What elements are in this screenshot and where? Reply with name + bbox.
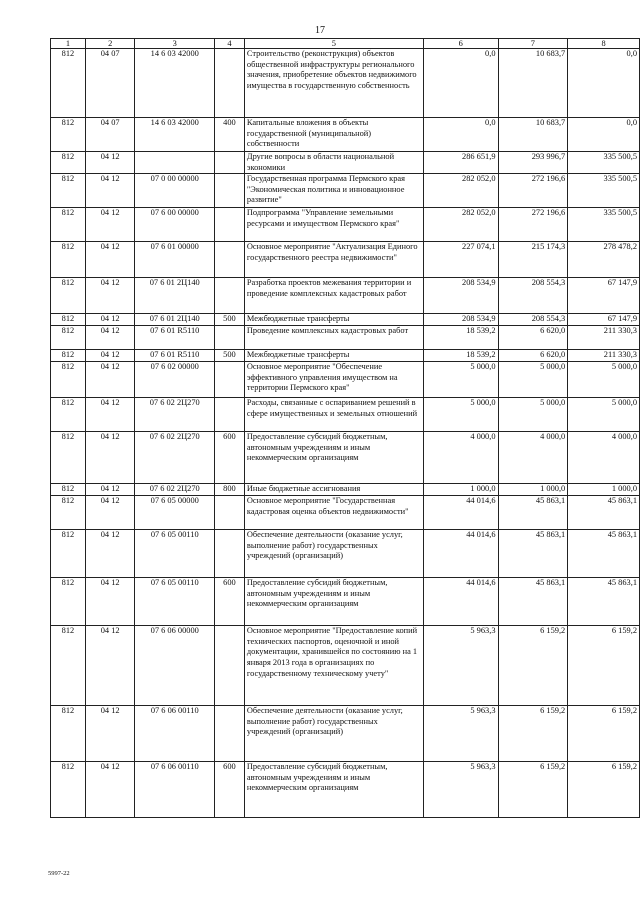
cell-amount-1: 5 963,3 (423, 626, 498, 706)
cell-amount-3: 6 159,2 (568, 706, 640, 762)
cell-amount-1: 44 014,6 (423, 496, 498, 530)
table-row (51, 496, 640, 530)
table-row (51, 174, 640, 208)
cell-amount-3: 211 330,3 (568, 350, 640, 362)
cell-amount-1: 282 052,0 (423, 208, 498, 242)
header-cell: 1 (51, 39, 86, 49)
cell-section: 04 12 (85, 578, 135, 626)
cell-description: Государственная программа Пермского края "Экономическая политика и инновационное развитие" (244, 174, 423, 208)
cell-amount-2: 1 000,0 (498, 484, 568, 496)
cell-description: Межбюджетные трансферты (244, 314, 423, 326)
cell-code-admin: 812 (51, 484, 86, 496)
cell-target-article: 07 6 06 00110 (135, 706, 215, 762)
table-row (51, 530, 640, 578)
table-row (51, 398, 640, 432)
cell-amount-2: 272 196,6 (498, 208, 568, 242)
cell-amount-1: 4 000,0 (423, 432, 498, 484)
table-row (51, 362, 640, 398)
cell-code-admin: 812 (51, 496, 86, 530)
cell-code-admin: 812 (51, 578, 86, 626)
cell-amount-2: 6 620,0 (498, 350, 568, 362)
cell-target-article: 07 6 01 00000 (135, 242, 215, 278)
cell-section: 04 12 (85, 530, 135, 578)
cell-expense-type: 500 (215, 314, 245, 326)
cell-code-admin: 812 (51, 326, 86, 350)
cell-amount-2: 4 000,0 (498, 432, 568, 484)
cell-section: 04 12 (85, 626, 135, 706)
cell-amount-3: 0,0 (568, 118, 640, 152)
cell-amount-1: 286 651,9 (423, 152, 498, 174)
cell-description: Обеспечение деятельности (оказание услуг, выполнение работ) государственных учреждений (организаций) (244, 706, 423, 762)
cell-target-article: 07 6 00 00000 (135, 208, 215, 242)
cell-amount-2: 215 174,3 (498, 242, 568, 278)
cell-section: 04 12 (85, 152, 135, 174)
cell-code-admin: 812 (51, 626, 86, 706)
cell-amount-2: 6 159,2 (498, 626, 568, 706)
cell-code-admin: 812 (51, 208, 86, 242)
table-row (51, 762, 640, 818)
cell-amount-1: 44 014,6 (423, 530, 498, 578)
cell-code-admin: 812 (51, 242, 86, 278)
cell-section: 04 07 (85, 49, 135, 118)
cell-code-admin: 812 (51, 706, 86, 762)
table-row (51, 578, 640, 626)
cell-code-admin: 812 (51, 314, 86, 326)
cell-amount-3: 67 147,9 (568, 314, 640, 326)
cell-description: Расходы, связанные с оспариванием решений в сфере имущественных и земельных отношений (244, 398, 423, 432)
cell-description: Межбюджетные трансферты (244, 350, 423, 362)
cell-target-article: 07 6 06 00110 (135, 762, 215, 818)
cell-description: Другие вопросы в области национальной экономики (244, 152, 423, 174)
cell-target-article: 07 6 01 R5110 (135, 350, 215, 362)
cell-amount-2: 272 196,6 (498, 174, 568, 208)
cell-amount-1: 18 539,2 (423, 350, 498, 362)
cell-amount-1: 0,0 (423, 118, 498, 152)
cell-expense-type (215, 242, 245, 278)
cell-section: 04 12 (85, 314, 135, 326)
cell-amount-2: 10 683,7 (498, 49, 568, 118)
budget-table (50, 38, 640, 818)
page-number: 17 (315, 25, 325, 36)
cell-expense-type (215, 398, 245, 432)
cell-amount-1: 0,0 (423, 49, 498, 118)
cell-expense-type (215, 362, 245, 398)
cell-amount-3: 335 500,5 (568, 174, 640, 208)
header-cell: 7 (498, 39, 568, 49)
cell-target-article: 14 6 03 42000 (135, 49, 215, 118)
cell-description: Капитальные вложения в объекты государственной (муниципальной) собственности (244, 118, 423, 152)
cell-description: Основное мероприятие "Актуализация Единого государственного реестра недвижимости" (244, 242, 423, 278)
table-row (51, 118, 640, 152)
header-cell: 3 (135, 39, 215, 49)
cell-description: Разработка проектов межевания территории и проведение комплексных кадастровых работ (244, 278, 423, 314)
cell-code-admin: 812 (51, 174, 86, 208)
table-row (51, 208, 640, 242)
table-row (51, 242, 640, 278)
cell-code-admin: 812 (51, 432, 86, 484)
cell-expense-type: 800 (215, 484, 245, 496)
cell-amount-3: 335 500,5 (568, 208, 640, 242)
header-cell: 5 (244, 39, 423, 49)
cell-section: 04 12 (85, 242, 135, 278)
cell-code-admin: 812 (51, 398, 86, 432)
table-row (51, 152, 640, 174)
cell-target-article: 07 6 05 00110 (135, 578, 215, 626)
cell-expense-type (215, 706, 245, 762)
cell-code-admin: 812 (51, 49, 86, 118)
cell-amount-2: 6 159,2 (498, 762, 568, 818)
cell-section: 04 12 (85, 398, 135, 432)
cell-description: Предоставление субсидий бюджетным, автономным учреждениям и иным некоммерческим организациям (244, 578, 423, 626)
cell-code-admin: 812 (51, 350, 86, 362)
cell-expense-type (215, 530, 245, 578)
cell-section: 04 12 (85, 762, 135, 818)
cell-code-admin: 812 (51, 530, 86, 578)
cell-amount-1: 208 534,9 (423, 278, 498, 314)
header-cell: 2 (85, 39, 135, 49)
cell-amount-1: 5 000,0 (423, 398, 498, 432)
cell-amount-3: 67 147,9 (568, 278, 640, 314)
cell-description: Основное мероприятие "Государственная кадастровая оценка объектов недвижимости" (244, 496, 423, 530)
cell-target-article: 07 6 01 R5110 (135, 326, 215, 350)
cell-target-article: 07 6 02 2Ц270 (135, 432, 215, 484)
cell-amount-3: 5 000,0 (568, 398, 640, 432)
cell-amount-1: 282 052,0 (423, 174, 498, 208)
cell-expense-type (215, 208, 245, 242)
table-row (51, 350, 640, 362)
table-row (51, 278, 640, 314)
cell-section: 04 07 (85, 118, 135, 152)
cell-amount-1: 208 534,9 (423, 314, 498, 326)
cell-description: Строительство (реконструкция) объектов общественной инфраструктуры регионального значения, приобретение объектов недвижимого имущества в государственную собственность (244, 49, 423, 118)
cell-description: Основное мероприятие "Предоставление копий технических паспортов, оценочной и иной документации, хранившейся по состоянию на 1 января 2013 года в организациях по государственному техническому учету" (244, 626, 423, 706)
cell-amount-3: 1 000,0 (568, 484, 640, 496)
cell-section: 04 12 (85, 326, 135, 350)
cell-expense-type: 500 (215, 350, 245, 362)
cell-target-article (135, 152, 215, 174)
cell-description: Проведение комплексных кадастровых работ (244, 326, 423, 350)
cell-expense-type (215, 626, 245, 706)
cell-amount-1: 5 963,3 (423, 762, 498, 818)
cell-amount-1: 5 000,0 (423, 362, 498, 398)
cell-code-admin: 812 (51, 762, 86, 818)
cell-expense-type (215, 49, 245, 118)
table-row (51, 626, 640, 706)
cell-amount-2: 293 996,7 (498, 152, 568, 174)
cell-target-article: 07 6 02 2Ц270 (135, 398, 215, 432)
cell-amount-1: 5 963,3 (423, 706, 498, 762)
cell-target-article: 07 6 05 00110 (135, 530, 215, 578)
cell-section: 04 12 (85, 174, 135, 208)
table-header-row (51, 39, 640, 49)
cell-amount-3: 6 159,2 (568, 626, 640, 706)
cell-expense-type (215, 152, 245, 174)
cell-amount-2: 45 863,1 (498, 496, 568, 530)
cell-expense-type (215, 496, 245, 530)
cell-amount-3: 335 500,5 (568, 152, 640, 174)
cell-section: 04 12 (85, 278, 135, 314)
table-row (51, 484, 640, 496)
cell-section: 04 12 (85, 432, 135, 484)
cell-amount-2: 5 000,0 (498, 362, 568, 398)
cell-amount-2: 10 683,7 (498, 118, 568, 152)
cell-amount-3: 45 863,1 (568, 496, 640, 530)
cell-section: 04 12 (85, 484, 135, 496)
cell-expense-type: 600 (215, 432, 245, 484)
header-cell: 8 (568, 39, 640, 49)
cell-target-article: 14 6 03 42000 (135, 118, 215, 152)
cell-description: Основное мероприятие "Обеспечение эффективного управления имуществом на территории Пермского края" (244, 362, 423, 398)
cell-section: 04 12 (85, 706, 135, 762)
cell-target-article: 07 0 00 00000 (135, 174, 215, 208)
cell-amount-2: 6 620,0 (498, 326, 568, 350)
cell-amount-2: 45 863,1 (498, 530, 568, 578)
cell-code-admin: 812 (51, 152, 86, 174)
cell-amount-2: 208 554,3 (498, 314, 568, 326)
cell-amount-1: 1 000,0 (423, 484, 498, 496)
cell-code-admin: 812 (51, 118, 86, 152)
header-cell: 4 (215, 39, 245, 49)
cell-amount-3: 6 159,2 (568, 762, 640, 818)
cell-code-admin: 812 (51, 362, 86, 398)
cell-description: Иные бюджетные ассигнования (244, 484, 423, 496)
cell-amount-3: 45 863,1 (568, 578, 640, 626)
table-row (51, 326, 640, 350)
cell-expense-type: 600 (215, 578, 245, 626)
cell-description: Предоставление субсидий бюджетным, автономным учреждениям и иным некоммерческим организациям (244, 432, 423, 484)
cell-amount-3: 278 478,2 (568, 242, 640, 278)
cell-section: 04 12 (85, 496, 135, 530)
table-row (51, 432, 640, 484)
cell-expense-type: 600 (215, 762, 245, 818)
cell-expense-type (215, 278, 245, 314)
cell-amount-3: 0,0 (568, 49, 640, 118)
footer-code: 5997-22 (48, 870, 70, 877)
table-row (51, 49, 640, 118)
cell-target-article: 07 6 06 00000 (135, 626, 215, 706)
cell-amount-2: 6 159,2 (498, 706, 568, 762)
cell-description: Предоставление субсидий бюджетным, автономным учреждениям и иным некоммерческим организациям (244, 762, 423, 818)
cell-description: Подпрограмма "Управление земельными ресурсами и имуществом Пермского края" (244, 208, 423, 242)
cell-amount-3: 4 000,0 (568, 432, 640, 484)
cell-code-admin: 812 (51, 278, 86, 314)
cell-target-article: 07 6 02 00000 (135, 362, 215, 398)
cell-amount-3: 45 863,1 (568, 530, 640, 578)
cell-amount-2: 45 863,1 (498, 578, 568, 626)
cell-amount-1: 44 014,6 (423, 578, 498, 626)
cell-amount-3: 211 330,3 (568, 326, 640, 350)
header-cell: 6 (423, 39, 498, 49)
cell-expense-type: 400 (215, 118, 245, 152)
cell-amount-2: 208 554,3 (498, 278, 568, 314)
cell-amount-3: 5 000,0 (568, 362, 640, 398)
cell-section: 04 12 (85, 208, 135, 242)
cell-target-article: 07 6 02 2Ц270 (135, 484, 215, 496)
table-row (51, 314, 640, 326)
cell-description: Обеспечение деятельности (оказание услуг, выполнение работ) государственных учреждений (организаций) (244, 530, 423, 578)
cell-target-article: 07 6 01 2Ц140 (135, 314, 215, 326)
cell-amount-1: 227 074,1 (423, 242, 498, 278)
cell-target-article: 07 6 05 00000 (135, 496, 215, 530)
cell-section: 04 12 (85, 362, 135, 398)
cell-amount-2: 5 000,0 (498, 398, 568, 432)
cell-target-article: 07 6 01 2Ц140 (135, 278, 215, 314)
cell-amount-1: 18 539,2 (423, 326, 498, 350)
cell-section: 04 12 (85, 350, 135, 362)
cell-expense-type (215, 174, 245, 208)
cell-expense-type (215, 326, 245, 350)
table-row (51, 706, 640, 762)
